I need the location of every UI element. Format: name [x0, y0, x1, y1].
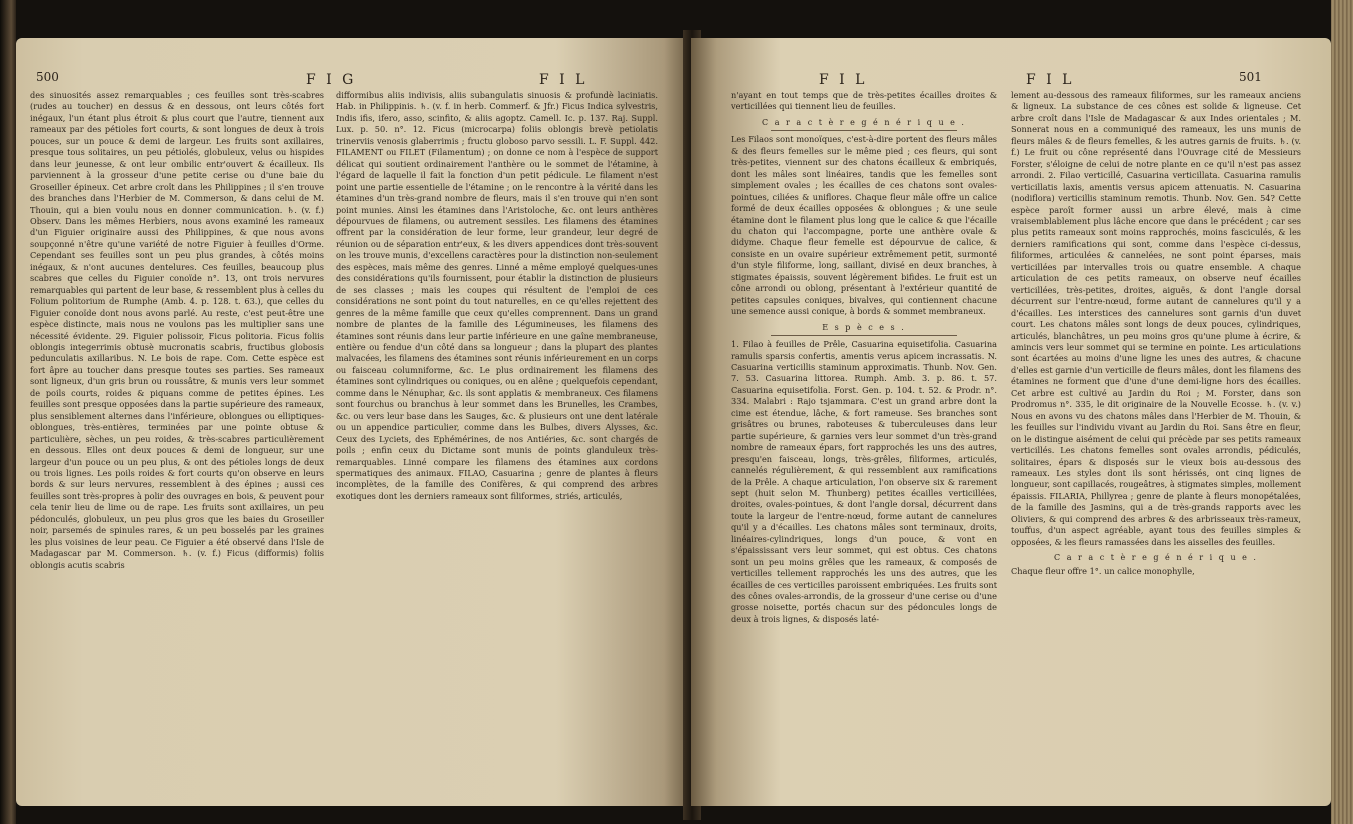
left-col1-text: des sinuosités assez remarquables ; ces feuilles sont très-scabres (rudes au toucher) en dessus & en dessous, ont leurs côtés fort inégaux, l'un étant plus étroit & plus court que l'autre, tiennent aux rameaux par des pétioles fort courts, & sont longues de deux à trois pouces, sur un pouce & demi de largeur. Les fruits sont axillaires, presque tous solitaires, un peu pétiolés, globuleux, velus ou hispides dans leur jeunesse, & ont leur ombilic entr'ouvert & écailleux. Ils parviennent à la grosseur d'une petite cerise ou d'une baie du Groseiller épineux. Cet arbre croît dans les Philippines ; il s'en trouve des branches dans l'Herbier de M. Commerson, & dans celui de M. Thouin, qui a bien voulu nous en donner communication. ♄. (v. f.) Observ. Dans les mêmes Herbiers, nous avons examiné les rameaux d'un Figuier originaire aussi des Philippines, & que nous avons soupçonné n'être qu'une variété de notre Figuier à feuilles d'Orme. Cependant ses feuilles sont un peu plus grandes, à côtés moins inégaux, & n'ont aucunes dentelures. Ces feuilles, beaucoup plus scabres que celles du Figuier conoïde n°. 13, ont trois nervures remarquables qui partent de leur base, & ressemblent plus à celles du Folium politorium de Rumphe (Amb. 4. p. 128. t. 63.), que celles du Figuier conoïde dont nous avons parlé. Au reste, c'est peut-être une espèce distincte, mais nous ne voulons pas les multiplier sans une nécessité évidente. 29. Figuier polissoir, Ficus politoria. Ficus foliis oblongis integerrimis obtusè mucronatis scabris, fructibus globosis pedunculatis axillaribus. N. Le bois de rape. Com. Cette espèce est fort âpre au toucher dans presque toutes ses parties. Ses rameaux sont ligneux, d'un gris brun ou roussâtre, & munis vers leur sommet de poils courts, roides & piquans comme de petites épines. Les feuilles sont presque opposées dans la partie supérieure des rameaux, plus sensiblement alternes dans l'inférieure, oblongues ou elliptiques-oblongues, très-entières, terminées par une pointe obtuse & particulière, sèches, un peu roides, & très-scabres particulièrement en dessous. Elles ont deux pouces & demi de longueur, sur une largeur d'un pouce ou un peu plus, & ont des pétioles longs de deux ou trois lignes. Les poils roides & fort courts qu'on observe en leurs bords & sur leurs nervures, ressemblent à des épines ; aussi ces feuilles sont très-propres à polir des ouvrages en bois, & peuvent pour cela tenir lieu de lime ou de rape. Les fruits sont axillaires, un peu pédonculés, globuleux, un peu plus gros que les baies du Groseiller noir, parsemés de spinules rares, & un peu bosselés par les graines les plus voisines de leur peau. Ce Figuier a été observé dans l'Isle de Madagascar par M. Commerson. ♄. (v. f.) Ficus (difformis) foliis oblongis acutis scabris	[30, 90, 324, 570]
page-number-left: 500	[36, 70, 59, 84]
section-heading-species: E s p è c e s .	[822, 322, 906, 332]
right-page	[691, 38, 1331, 806]
right-column-2	[1011, 90, 1301, 577]
section-heading-generic: C a r a c t è r e g é n é r i q u e .	[762, 117, 966, 127]
left-page	[16, 38, 691, 806]
heading-rule	[771, 130, 957, 131]
heading-rule	[771, 335, 957, 336]
book-left-edge	[0, 0, 16, 824]
book-right-edge	[1331, 0, 1353, 824]
page-number-right: 501	[1239, 70, 1262, 84]
right-col2-body2: Chaque fleur offre 1°. un calice monophylle,	[1011, 565, 1195, 576]
left-column-2	[336, 90, 658, 502]
left-col2-text: difformibus aliis indivisis, aliis subangulatis sinuosis & profundè laciniatis. Hab. in Philippinis. ♄. (v. f. in herb. Commerf. & Jfr.) Ficus Indica sylvestris, Indis ifis, ifero, asso, scinfito, & aliis agoptz. Camell. Ic. p. 137. Raj. Suppl. Lux. p. 50. n°. 12. Ficus (microcarpa) foliis oblongis brevè petiolatis trinerviis venosis glaberrimis ; fructu globoso parvo sessili. L. F. Suppl. 442. FILAMENT ou FILET (Filamentum) ; on donne ce nom à l'espèce de support délicat qui soutient ordinairement l'anthère ou le sommet de l'étamine, à l'égard de laquelle il fait la fonction d'un petit pédicule. Le filament n'est point une partie essentielle de l'étamine ; on le rencontre à la vérité dans les étamines d'un très-grand nombre de fleurs, mais il s'en trouve qui n'en sont point munies. Ainsi les étamines dans l'Aristoloche, &c. ont leurs anthères dépourvues de filamens, ou autrement sessiles. Les filamens des étamines offrent par la considération de leur forme, leur grandeur, leur degré de réunion ou de séparation entr'eux, & les divers appendices dont très-souvent on les trouve munis, d'excellens caractères pour la distinction non-seulement des espèces, mais même des genres. Linné a même employé quelques-unes des considérations qu'ils fournissent, pour établir la distinction de plusieurs de ses classes ; mais les coupes qui résultent de l'emploi de ces considérations ne sont point du tout naturelles, en ce qu'elles rejettent des genres de la même famille que ceux qu'elles comprennent. Dans un grand nombre de plantes de la famille des Légumineuses, les filamens des étamines sont réunis dans leur partie inférieure en une gaîne membraneuse, entière ou fendue d'un côté dans sa longueur ; dans la plupart des plantes malvacées, les filamens des étamines sont réunis inférieurement en un corps ou faisceau columniforme, &c. Le plus ordinairement les filamens des étamines sont cylindriques ou coniques, ou en alêne ; quelquefois cependant, comme dans le Nénuphar, &c. ils sont applatis & membraneux. Ces filamens sont fourchus ou branchus à leur sommet dans les Brunelles, les Crambes, &c. ou vers leur base dans les Sauges, &c. & plusieurs ont une dent latérale ou un appendice particulier, comme dans les Bulbes, divers Alysses, &c. Ceux des Lyciets, des Ephémérines, de nos Antiéries, &c. sont chargés de poils ; enfin ceux du Dictame sont munis de points glanduleux très-remarquables. Linné compare les filamens des étamines aux cordons spermatiques des animaux. FILAO, Casuarina ; genre de plantes à fleurs incomplètes, de la famille des Conifères, & qui comprend des arbres exotiques dont les derniers rameaux sont filiformes, striés, articulés,	[336, 90, 659, 501]
right-col1-intro: n'ayant en tout temps que de très-petites écailles droites & verticillées qui tiennent lieu de feuilles.	[731, 90, 997, 112]
running-head-left-2: F I L	[539, 72, 588, 88]
right-col1-body2: 1. Filao à feuilles de Prêle, Casuarina equisetifolia. Casuarina ramulis sparsis confertis, amentis verus apicem incrassatis. N. Casuarina verticillis staminum approximatis. Thunb. Nov. Gen. 7. 53. Casuarina littorea. Rumph. Amb. 3. p. 86. t. 57. Casuarina equisetifolia. Forst. Gen. p. 104. t. 52. & Prodr. n°. 334. Malabri : Rajo tsjammara. C'est un grand arbre dont la cime est étendue, lâche, & fort rameuse. Ses branches sont grisâtres ou brunes, raboteuses & tuberculeuses dans leur partie supérieure, & garnies vers leur sommet d'un très-grand nombre de rameaux épars, fort rapprochés les uns des autres, presqu'en faisceau, longs, très-grêles, filiformes, articulés, cannelés régulièrement, & qui ressemblent aux ramifications de la Prêle. A chaque articulation, l'on observe six & rarement sept (huit selon M. Thunberg) petites écailles verticillées, droites, ovales-pointues, & dont l'angle dorsal, décurrent dans toute la largeur de l'entre-nœud, forme autant de cannelures qu'il y a d'écailles. Les chatons mâles sont terminaux, droits, linéaires-cylindriques, longs d'un pouce, & vont en s'épaississant vers leur sommet, qui est obtus. Ces chatons sont un peu moins grêles que les rameaux, & composés de verticilles tellement rapprochés les uns des autres, que les écailles de ces verticilles paroissent embriquées. Les fruits sont des cônes ovales-arrondis, de la grosseur d'une cerise ou d'une grosse noisette, portés chacun sur des pédoncules longs de deux à trois lignes, & disposés laté-	[731, 339, 997, 624]
right-col1-body1: Les Filaos sont monoïques, c'est-à-dire portent des fleurs mâles & des fleurs femelles sur le même pied ; ces fleurs, qui sont très-petites, viennent sur des chatons écailleux & embriqués, dont les mâles sont linéaires, tandis que les femelles sont simplement ovales ; les écailles de ces chatons sont ovales-pointues, ciliées & uniflores. Chaque fleur mâle offre un calice formé de deux écailles opposées & oblongues ; & une seule étamine dont le filament plus long que le calice & que l'écaille du chaton qui l'accompagne, porte une anthère ovale & didyme. Chaque fleur femelle est dépourvue de calice, & consiste en un ovaire supérieur extrêmement petit, surmonté d'un style filiforme, long, saillant, divisé en deux branches, à stigmates épaissis, souvent légèrement bifides. Le fruit est un cône arrondi ou oblong, présentant à l'extérieur quantité de petites capsules coniques, bivalves, qui contiennent chacune une semence aussi conique, à bords & sommet membraneux.	[731, 134, 997, 317]
section-heading-generic-2: C a r a c t è r e g é n é r i q u e .	[1054, 553, 1258, 563]
left-column-1	[30, 90, 324, 571]
right-col2-body1: lement au-dessous des rameaux filiformes, sur les rameaux anciens & ligneux. La substance de ces cônes est solide & ligneuse. Cet arbre croît dans l'Isle de Madagascar & aux Indes orientales ; M. Sonnerat nous en a communiqué des rameaux, les uns munis de fleurs mâles & de fleurs femelles, & les autres garnis de fruits. ♄. (v. f.) Le fruit ou cône représenté dans l'Ouvrage cité de Messieurs Forster, s'éloigne de celui de notre plante en ce qu'il n'est pas assez arrondi. 2. Filao verticillé, Casuarina verticillata. Casuarina ramulis verticillatis laxis, amentis versus apicem attenuatis. N. Casuarina (nodiflora) verticillis staminum remotis. Thunb. Nov. Gen. 54? Cette espèce paroît former aussi un arbre élevé, mais à cime vraisemblablement plus lâche encore que dans le précédent ; car ses plus petits rameaux sont moins rapprochés, moins fasciculés, & les derniers ramifications qui sont, comme dans l'espèce ci-dessus, filiformes, articulées & cannelées, ne sont point éparses, mais verticillées par intervalles trois ou quatre ensemble. A chaque articulation de ces petits rameaux, on observe neuf écailles verticillées, très-petites, droites, aiguës, & dont l'angle dorsal décurrent sur l'entre-nœud, forme autant de cannelures qu'il y a d'écailles. Les interstices des cannelures sont garnis d'un duvet court. Les chatons mâles sont longs de deux pouces, cylindriques, articulés, blanchâtres, un peu moins gros qu'une plume à écrire, & amincis vers leur sommet qui se termine en pointe. Les articulations sont écartées au moins d'une ligne les unes des autres, & chacune d'elles est garnie d'un verticille de fleurs mâles, dont les filamens des étamines ne forment que d'une d'une demi-ligne hors des écailles. Cet arbre est cultivé au Jardin du Roi ; M. Forster, dans son Prodromus n°. 335, le dit originaire de la Nouvelle Ecosse. ♄. (v. v.) Nous en avons vu des chatons mâles dans l'Herbier de M. Thouin, & les feuilles sur l'individu vivant au Jardin du Roi. Sans être en fleur, on le distingue aisément de celui qui précède par ses petits rameaux verticillés. Les chatons femelles sont ovales arrondis, pédiculés, solitaires, épars & disposés sur le vieux bois au-dessous des rameaux. Les styles dont ils sont hérissés, ont cinq lignes de longueur, sont capillacés, rougeâtres, à stigmates simples, mollement épaissis. FILARIA, Phillyrea ; genre de plante à fleurs monopétalées, de la famille des Jasmins, qui a de très-grands rapports avec les Oliviers, & qui comprend des arbres & des arbrisseaux très-rameux, touffus, d'un aspect agréable, ayant tous des feuilles simples & opposées, & les fleurs ramassées dans les aisselles des feuilles.	[1011, 90, 1301, 547]
running-head-right-2: F I L	[1026, 72, 1075, 88]
right-column-1	[731, 90, 997, 625]
running-head-left: F I G	[306, 72, 357, 88]
running-head-right: F I L	[819, 72, 868, 88]
